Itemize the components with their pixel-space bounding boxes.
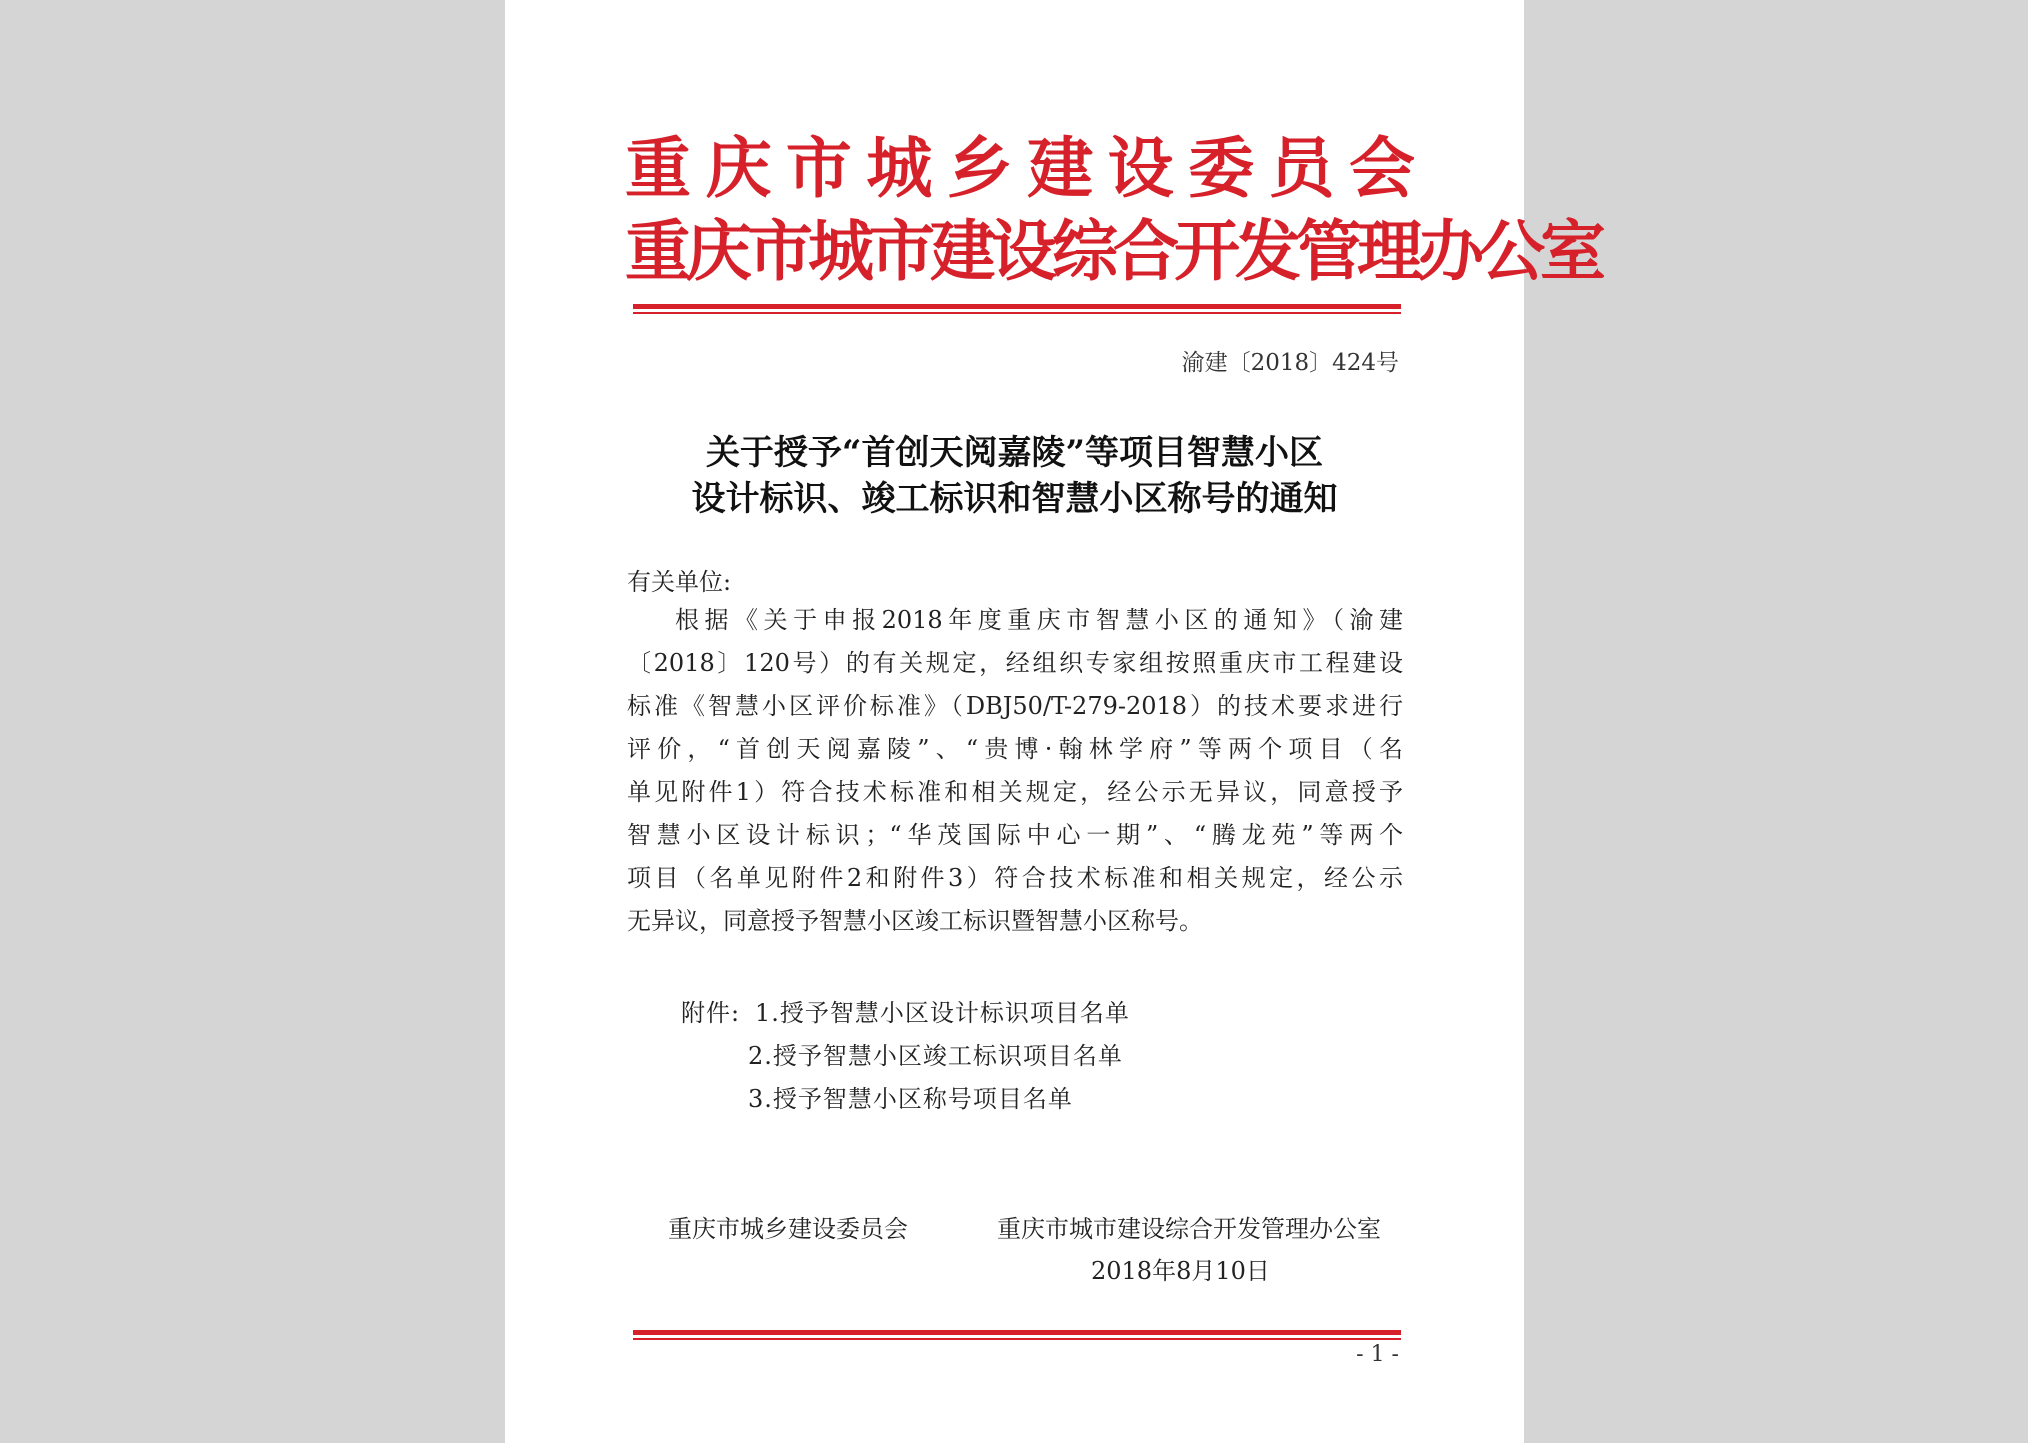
attachment-item-1: 1.授予智慧小区设计标识项目名单 (755, 999, 1130, 1027)
attachments-label: 附件: (681, 999, 741, 1027)
footer-red-rule-thick (633, 1330, 1401, 1335)
body-line: 无异议，同意授予智慧小区竣工标识暨智慧小区称号。 (627, 907, 1203, 935)
issuing-org-header-1: 重庆市城乡建设委员会 (625, 129, 1415, 207)
document-title-line-2: 设计标识、竣工标识和智慧小区称号的通知 (691, 479, 1338, 519)
body-line: 标准《智慧小区评价标准》（DBJ50/T-279-2018）的技术要求进行 (627, 692, 1403, 720)
body-line: 单见附件1）符合技术标准和相关规定，经公示无异议，同意授予 (627, 778, 1403, 806)
page-number: - 1 - (1356, 1342, 1399, 1367)
document-page (505, 0, 1601, 1443)
header-red-rule-thick (633, 304, 1401, 309)
signature-date: 2018年8月10日 (1091, 1257, 1270, 1285)
footer-red-rule-thin (633, 1338, 1401, 1340)
signature-org-2: 重庆市城市建设综合开发管理办公室 (997, 1215, 1381, 1243)
attachment-item-3: 3.授予智慧小区称号项目名单 (748, 1085, 1073, 1113)
body-line: 〔2018〕120号）的有关规定，经组织专家组按照重庆市工程建设 (627, 649, 1403, 677)
issuing-org-header-2: 重庆市城市建设综合开发管理办公室 (625, 212, 1601, 290)
header-red-rule-thin (633, 312, 1401, 314)
body-line: 智慧小区设计标识；“华茂国际中心一期”、“腾龙苑”等两个 (627, 821, 1403, 849)
salutation: 有关单位: (627, 568, 732, 596)
document-title-line-1: 关于授予“首创天阅嘉陵”等项目智慧小区 (705, 433, 1324, 473)
document-number: 渝建〔2018〕424号 (1181, 350, 1399, 376)
body-line: 根据《关于申报2018年度重庆市智慧小区的通知》（渝建 (675, 606, 1403, 634)
body-line: 项目（名单见附件2和附件3）符合技术标准和相关规定，经公示 (627, 864, 1403, 892)
attachment-item-2: 2.授予智慧小区竣工标识项目名单 (748, 1042, 1123, 1070)
signature-org-1: 重庆市城乡建设委员会 (668, 1215, 908, 1243)
body-line: 评价，“首创天阅嘉陵”、“贵博·翰林学府”等两个项目（名 (627, 735, 1403, 763)
